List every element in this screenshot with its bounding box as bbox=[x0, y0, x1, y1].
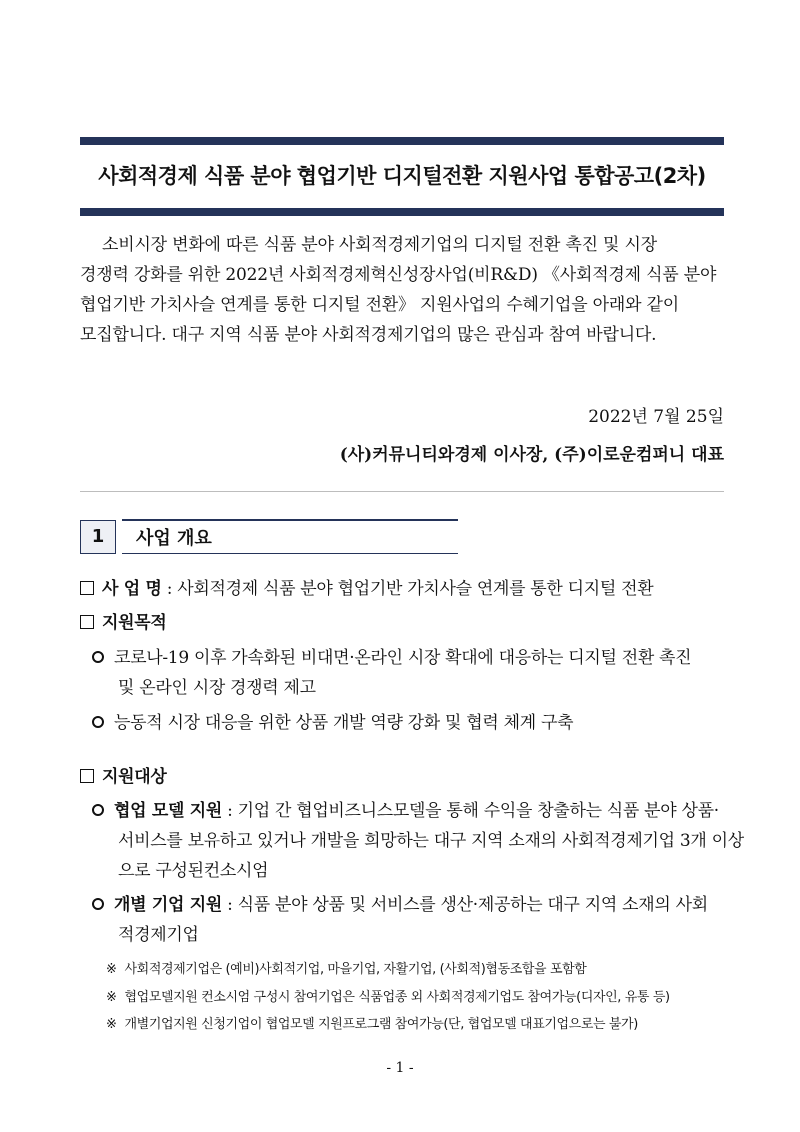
purpose-item-text: 코로나-19 이후 가속화된 비대면·온라인 시장 확대에 대응하는 디지털 전환 촉진 bbox=[114, 648, 692, 668]
square-bullet-icon bbox=[80, 615, 94, 629]
target-heading-row bbox=[80, 762, 730, 787]
section-title-underline bbox=[122, 553, 458, 554]
purpose-label: 지원목적 bbox=[102, 613, 167, 633]
footnote-text: 사회적경제기업은 (예비)사회적기업, 마을기업, 자활기업, (사회적)협동조합을 포함함 bbox=[124, 962, 587, 977]
target-item-label: 개별 기업 지원 bbox=[114, 895, 222, 915]
target-item-label: 협업 모델 지원 bbox=[114, 801, 222, 821]
purpose-item bbox=[92, 708, 742, 733]
footnote-text: 개별기업지원 신청기업이 협업모델 지원프로그램 참여가능(단, 협업모델 대표기업으로는 불가) bbox=[124, 1017, 638, 1032]
target-item bbox=[92, 796, 742, 821]
purpose-item-continued: 및 온라인 시장 경쟁력 제고 bbox=[118, 678, 316, 698]
intro-line: 경쟁력 강화를 위한 2022년 사회적경제혁신성장사업(비R&D) 《사회적경제 식품 분야 bbox=[80, 265, 717, 285]
project-name-row bbox=[80, 574, 730, 599]
target-item-continued: 적경제기업 bbox=[118, 925, 199, 945]
footnote-text: 협업모델지원 컨소시엄 구성시 참여기업은 식품업종 외 사회적경제기업도 참여가능(디자인, 유통 등) bbox=[124, 990, 670, 1005]
intro-paragraph bbox=[80, 230, 724, 350]
circle-bullet-icon bbox=[92, 651, 104, 663]
title-top-bar bbox=[80, 137, 724, 145]
announcement-signer: (사)커뮤니티와경제 이사장, (주)이로운컴퍼니 대표 bbox=[339, 445, 724, 465]
footnote bbox=[106, 986, 746, 1005]
circle-bullet-icon bbox=[92, 716, 104, 728]
page-number: - 1 - bbox=[386, 1060, 414, 1076]
document-title: 사회적경제 식품 분야 협업기반 디지털전환 지원사업 통합공고(2차) bbox=[98, 164, 706, 188]
footnote bbox=[106, 958, 746, 977]
section-divider bbox=[80, 491, 724, 492]
purpose-item bbox=[92, 643, 742, 668]
project-name-label: 사 업 명 bbox=[102, 579, 162, 599]
section-title-topline bbox=[122, 519, 458, 521]
purpose-item-text: 능동적 시장 대응을 위한 상품 개발 역량 강화 및 협력 체계 구축 bbox=[114, 713, 574, 733]
target-item-continued: 서비스를 보유하고 있거나 개발을 희망하는 대구 지역 소재의 사회적경제기업 3개 이상 bbox=[118, 831, 744, 851]
section-title: 사업 개요 bbox=[136, 528, 212, 549]
circle-bullet-icon bbox=[92, 898, 104, 910]
project-name-value: : 사회적경제 식품 분야 협업기반 가치사슬 연계를 통한 디지털 전환 bbox=[161, 579, 654, 599]
target-item-continued: 으로 구성된컨소시엄 bbox=[118, 861, 269, 881]
purpose-heading-row bbox=[80, 608, 730, 633]
intro-line: 협업기반 가치사슬 연계를 통한 디지털 전환》 지원사업의 수혜기업을 아래와 같이 bbox=[80, 295, 679, 315]
circle-bullet-icon bbox=[92, 804, 104, 816]
target-item-text: : 식품 분야 상품 및 서비스를 생산·제공하는 대구 지역 소재의 사회 bbox=[221, 895, 708, 915]
intro-line: 모집합니다. 대구 지역 식품 분야 사회적경제기업의 많은 관심과 참여 바랍니다. bbox=[80, 325, 657, 345]
target-item bbox=[92, 890, 742, 915]
target-label: 지원대상 bbox=[102, 767, 167, 787]
announcement-date: 2022년 7월 25일 bbox=[588, 407, 724, 427]
reference-mark-icon: ※ bbox=[106, 990, 117, 1005]
footnote bbox=[106, 1013, 746, 1032]
square-bullet-icon bbox=[80, 769, 94, 783]
target-item-text: : 기업 간 협업비즈니스모델을 통해 수익을 창출하는 식품 분야 상품· bbox=[221, 801, 719, 821]
square-bullet-icon bbox=[80, 581, 94, 595]
reference-mark-icon: ※ bbox=[106, 1017, 117, 1032]
reference-mark-icon: ※ bbox=[106, 962, 117, 977]
intro-line: 소비시장 변화에 따른 식품 분야 사회적경제기업의 디지털 전환 촉진 및 시장 bbox=[102, 235, 657, 255]
section-number-box: 1 bbox=[80, 520, 116, 554]
title-bottom-bar bbox=[80, 208, 724, 216]
